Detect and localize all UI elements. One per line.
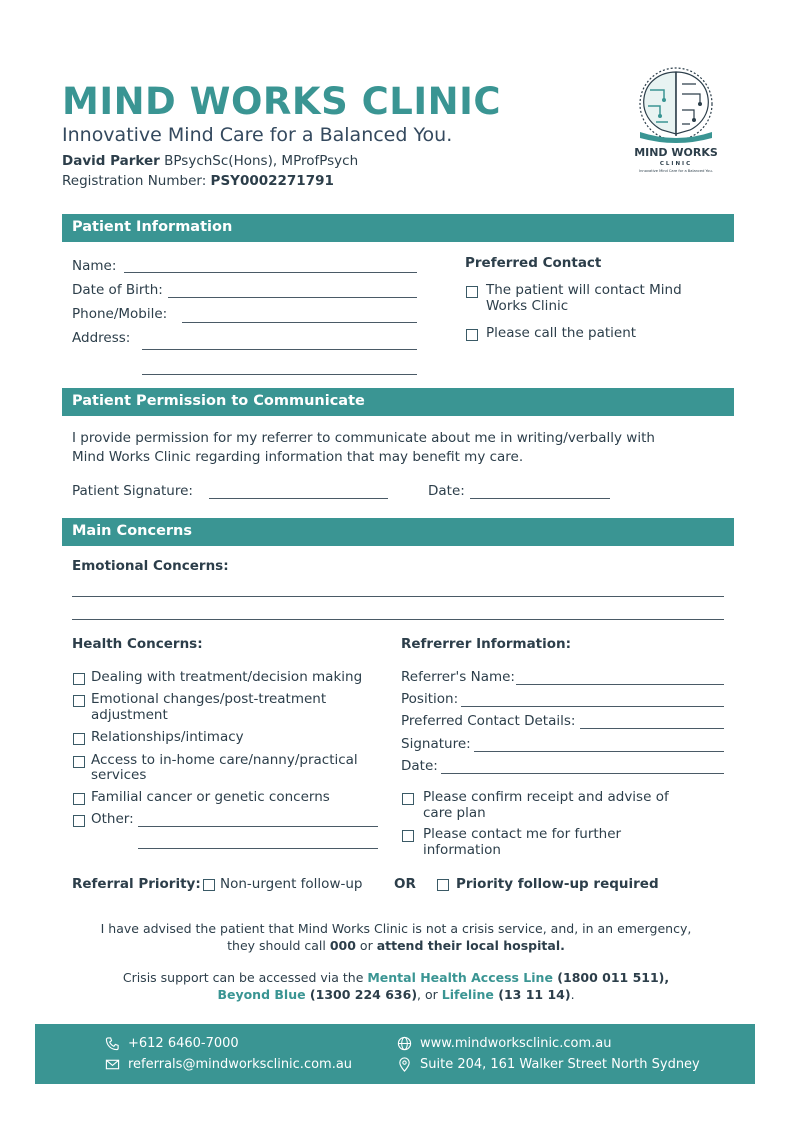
confirm-receipt-checkbox[interactable] — [402, 793, 414, 805]
patient-will-contact-label-1: The patient will contact Mind — [486, 282, 682, 298]
in-home-care-checkbox[interactable] — [73, 756, 85, 768]
footer-address — [397, 1057, 700, 1072]
treatment-decision-label: Dealing with treatment/decision making — [91, 669, 363, 685]
relationships-label: Relationships/intimacy — [91, 729, 244, 745]
footer-website-text: www.mindworksclinic.com.au — [420, 1036, 612, 1051]
referrer-name-field[interactable] — [516, 684, 724, 685]
position-label: Position: — [401, 691, 459, 707]
referrer-date-field[interactable] — [441, 773, 724, 774]
confirm-receipt-label-2: care plan — [423, 805, 486, 821]
email-icon — [105, 1057, 120, 1072]
dob-label: Date of Birth: — [72, 282, 163, 298]
name-field[interactable] — [124, 272, 417, 273]
beyond-blue-number: (1300 224 636) — [305, 987, 418, 1002]
in-home-care-label-1: Access to in-home care/nanny/practical — [91, 752, 358, 768]
other-field-1[interactable] — [138, 826, 378, 827]
registration-number: PSY0002271791 — [210, 173, 334, 189]
permission-heading: Patient Permission to Communicate — [62, 388, 734, 416]
crisis-support-2 — [60, 986, 732, 1003]
crisis-or-text: , or — [417, 987, 442, 1002]
familial-cancer-label: Familial cancer or genetic concerns — [91, 789, 330, 805]
location-pin-icon — [397, 1057, 412, 1072]
priority-followup-checkbox[interactable] — [437, 879, 449, 891]
practitioner-line — [62, 153, 358, 169]
health-concerns-heading: Health Concerns: — [72, 636, 203, 652]
permission-text-2: Mind Works Clinic regarding information that may benefit my care. — [72, 449, 524, 465]
notice-call-text: they should call — [227, 938, 330, 953]
referrer-signature-label: Signature: — [401, 736, 471, 752]
referral-priority-label: Referral Priority: — [72, 876, 201, 892]
mental-health-line-name: Mental Health Access Line — [367, 970, 553, 985]
phone-icon — [105, 1036, 120, 1051]
clinic-logo — [620, 64, 736, 176]
permission-date-field[interactable] — [470, 498, 610, 499]
crisis-support-1 — [60, 969, 732, 986]
other-label: Other: — [91, 811, 134, 827]
footer-email-text: referrals@mindworksclinic.com.au — [128, 1057, 353, 1072]
footer-address-text: Suite 204, 161 Walker Street North Sydney — [420, 1057, 700, 1072]
patient-will-contact-checkbox[interactable] — [466, 286, 478, 298]
non-urgent-label: Non-urgent follow-up — [220, 876, 363, 892]
crisis-notice-2 — [60, 937, 732, 954]
emotional-changes-label-2: adjustment — [91, 707, 168, 723]
registration-line — [62, 173, 334, 189]
contact-me-label-2: information — [423, 842, 501, 858]
registration-label: Registration Number: — [62, 173, 207, 189]
lifeline-name: Lifeline — [441, 987, 494, 1002]
patient-will-contact-label-2: Works Clinic — [486, 298, 569, 314]
contact-me-label-1: Please contact me for further — [423, 826, 622, 842]
preferred-contact-heading: Preferred Contact — [465, 255, 602, 271]
patient-signature-label: Patient Signature: — [72, 483, 193, 499]
clinic-title: MIND WORKS CLINIC — [62, 80, 501, 123]
practitioner-name: David Parker — [62, 153, 160, 169]
patient-signature-field[interactable] — [209, 498, 388, 499]
notice-hospital-text: attend their local hospital. — [376, 938, 565, 953]
phone-field[interactable] — [182, 322, 417, 323]
globe-icon — [397, 1036, 412, 1051]
footer-email[interactable] — [105, 1057, 352, 1072]
referrer-date-label: Date: — [401, 758, 438, 774]
or-label: OR — [394, 876, 416, 892]
treatment-decision-checkbox[interactable] — [73, 673, 85, 685]
position-field[interactable] — [461, 706, 724, 707]
emotional-concerns-heading: Emotional Concerns: — [72, 558, 229, 574]
emotional-changes-checkbox[interactable] — [73, 695, 85, 707]
referrer-signature-field[interactable] — [474, 751, 724, 752]
crisis-notice-1: I have advised the patient that Mind Works Clinic is not a crisis service, and, in an emergency, — [100, 921, 692, 936]
phone-label: Phone/Mobile: — [72, 306, 168, 322]
notice-or-text: or — [355, 938, 377, 953]
call-patient-checkbox[interactable] — [466, 329, 478, 341]
call-patient-label: Please call the patient — [486, 325, 637, 341]
logo-text: MIND WORKS — [634, 146, 718, 159]
mental-health-line-number: (1800 011 511), — [552, 970, 670, 985]
familial-cancer-checkbox[interactable] — [73, 793, 85, 805]
priority-followup-label: Priority follow-up required — [456, 876, 659, 892]
address-label: Address: — [72, 330, 131, 346]
notice-emergency-number: 000 — [329, 938, 356, 953]
other-checkbox[interactable] — [73, 815, 85, 827]
emotional-concerns-field-1[interactable] — [72, 596, 724, 597]
in-home-care-label-2: services — [91, 767, 147, 783]
emotional-concerns-field-2[interactable] — [72, 619, 724, 620]
non-urgent-checkbox[interactable] — [203, 879, 215, 891]
patient-info-heading: Patient Information — [62, 214, 734, 242]
crisis-period: . — [570, 987, 575, 1002]
referrer-name-label: Referrer's Name: — [401, 669, 515, 685]
address-field-1[interactable] — [142, 349, 417, 350]
emotional-changes-label-1: Emotional changes/post-treatment — [91, 691, 327, 707]
logo-subtext: CLINIC — [659, 161, 693, 167]
footer-phone-text: +612 6460-7000 — [128, 1036, 239, 1051]
lifeline-number: (13 11 14) — [493, 987, 571, 1002]
logo-tagline: Innovative Mind Care for a Balanced You. — [639, 169, 713, 173]
other-field-2[interactable] — [138, 848, 378, 849]
permission-text-1: I provide permission for my referrer to communicate about me in writing/verbally with — [72, 430, 655, 446]
tagline: Innovative Mind Care for a Balanced You. — [62, 124, 453, 146]
crisis-support-intro: Crisis support can be accessed via the — [122, 970, 368, 985]
dob-field[interactable] — [168, 297, 417, 298]
confirm-receipt-label-1: Please confirm receipt and advise of — [423, 789, 669, 805]
main-concerns-heading: Main Concerns — [62, 518, 734, 546]
address-field-2[interactable] — [142, 374, 417, 375]
referrer-heading: Refrerrer Information: — [401, 636, 572, 652]
footer-bar — [35, 1024, 755, 1084]
contact-details-label: Preferred Contact Details: — [401, 713, 576, 729]
relationships-checkbox[interactable] — [73, 733, 85, 745]
footer-website[interactable] — [397, 1036, 611, 1051]
contact-me-checkbox[interactable] — [402, 830, 414, 842]
brain-logo-icon — [620, 64, 736, 176]
practitioner-quals: BPsychSc(Hons), MProfPsych — [164, 153, 359, 169]
beyond-blue-name: Beyond Blue — [217, 987, 306, 1002]
footer-phone[interactable] — [105, 1036, 239, 1051]
contact-details-field[interactable] — [580, 728, 724, 729]
permission-date-label: Date: — [428, 483, 465, 499]
name-label: Name: — [72, 258, 117, 274]
